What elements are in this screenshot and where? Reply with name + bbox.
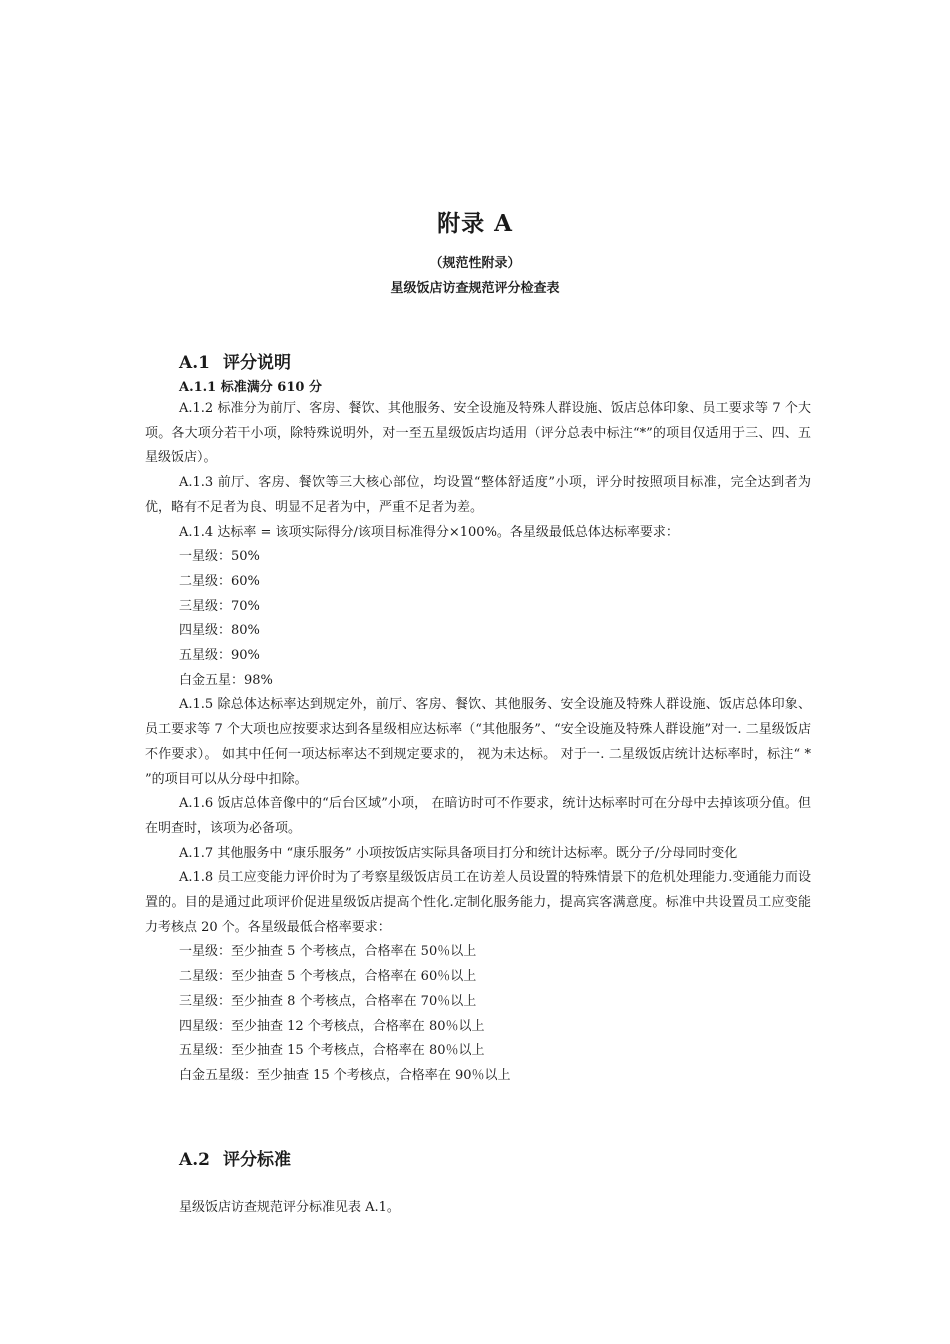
clause-a113: A.1.3 前厅、客房、餐饮等三大核心部位，均设置“整体舒适度”小项，评分时按照项目标准，完全达到者为优，略有不足者为良、明显不足者为中，严重不足者为差。: [145, 475, 811, 515]
check-item: 白金五星级：至少抽查 15 个考核点，合格率在 90％以上: [179, 1067, 511, 1083]
section-a2-heading: [179, 1145, 291, 1170]
clause-a115: A.1.5 除总体达标率达到规定外，前厅、客房、餐饮、其他服务、安全设施及特殊人群设施、饭店总体印象、员工要求等 7 个大项也应按要求达到各星级相应达标率（“其他服务”、“安全设施及特殊人群设施”对一. 二星级饭店不作要求）。 如其中任何一项达标率达不到规定要求的， 视为未达标。 对于一. 二星级饭店统计达标率时，标注“ * ”的项目可以从分母中扣除。: [145, 697, 811, 787]
section-a1-title: 评分说明: [223, 353, 291, 373]
rate-item: 白金五星：98%: [179, 672, 273, 688]
appendix-subtitle: （规范性附录）: [429, 256, 521, 271]
rate-item: 三星级：70%: [179, 598, 260, 614]
clause-a117: A.1.7 其他服务中 “康乐服务” 小项按饭店实际具备项目打分和统计达标率。既分子/分母同时变化: [179, 845, 738, 861]
clause-a112: A.1.2 标准分为前厅、客房、餐饮、其他服务、安全设施及特殊人群设施、饭店总体印象、员工要求等 7 个大项。各大项分若干小项，除特殊说明外，对一至五星级饭店均适用（评分总表中标注“*”的项目仅适用于三、四、五星级饭店）。: [145, 401, 811, 466]
checklist-title: 星级饭店访查规范评分检查表: [390, 281, 560, 296]
clause-a116: A.1.6 饭店总体音像中的“后台区域”小项， 在暗访时可不作要求，统计达标率时可在分母中去掉该项分值。但在明查时，该项为必备项。: [145, 796, 811, 836]
appendix-title: 附录 A: [437, 210, 513, 237]
section-a1-number: A.1: [179, 353, 210, 373]
section-a2-number: A.2: [179, 1150, 210, 1170]
rate-item: 二星级：60%: [179, 573, 260, 589]
section-a1-heading: [179, 348, 291, 373]
check-item: 一星级：至少抽查 5 个考核点，合格率在 50％以上: [179, 944, 477, 960]
check-item: 四星级：至少抽查 12 个考核点，合格率在 80％以上: [179, 1018, 485, 1034]
rate-item: 一星级：50%: [179, 549, 260, 565]
clause-a114: A.1.4 达标率 = 该项实际得分/该项目标准得分×100%。各星级最低总体达标率要求：: [179, 524, 679, 540]
check-item: 五星级：至少抽查 15 个考核点，合格率在 80％以上: [179, 1043, 485, 1059]
clause-a118: A.1.8 员工应变能力评价时为了考察星级饭店员工在访差人员设置的特殊情景下的危机处理能力.变通能力而设置的。目的是通过此项评价促进星级饭店提高个性化.定制化服务能力，提高宾客满意度。标准中共设置员工应变能力考核点 20 个。各星级最低合格率要求：: [145, 870, 811, 935]
section-a2-title: 评分标准: [223, 1150, 291, 1170]
section-a2-text: 星级饭店访查规范评分标准见表 A.1。: [179, 1200, 400, 1215]
rate-item: 四星级：80%: [179, 623, 260, 639]
rate-item: 五星级：90%: [179, 648, 260, 664]
check-item: 二星级：至少抽查 5 个考核点，合格率在 60％以上: [179, 969, 477, 985]
check-item: 三星级：至少抽查 8 个考核点，合格率在 70％以上: [179, 993, 477, 1009]
clause-a111: A.1.1 标准满分 610 分: [179, 380, 322, 395]
section-a1-body: [145, 397, 811, 1089]
